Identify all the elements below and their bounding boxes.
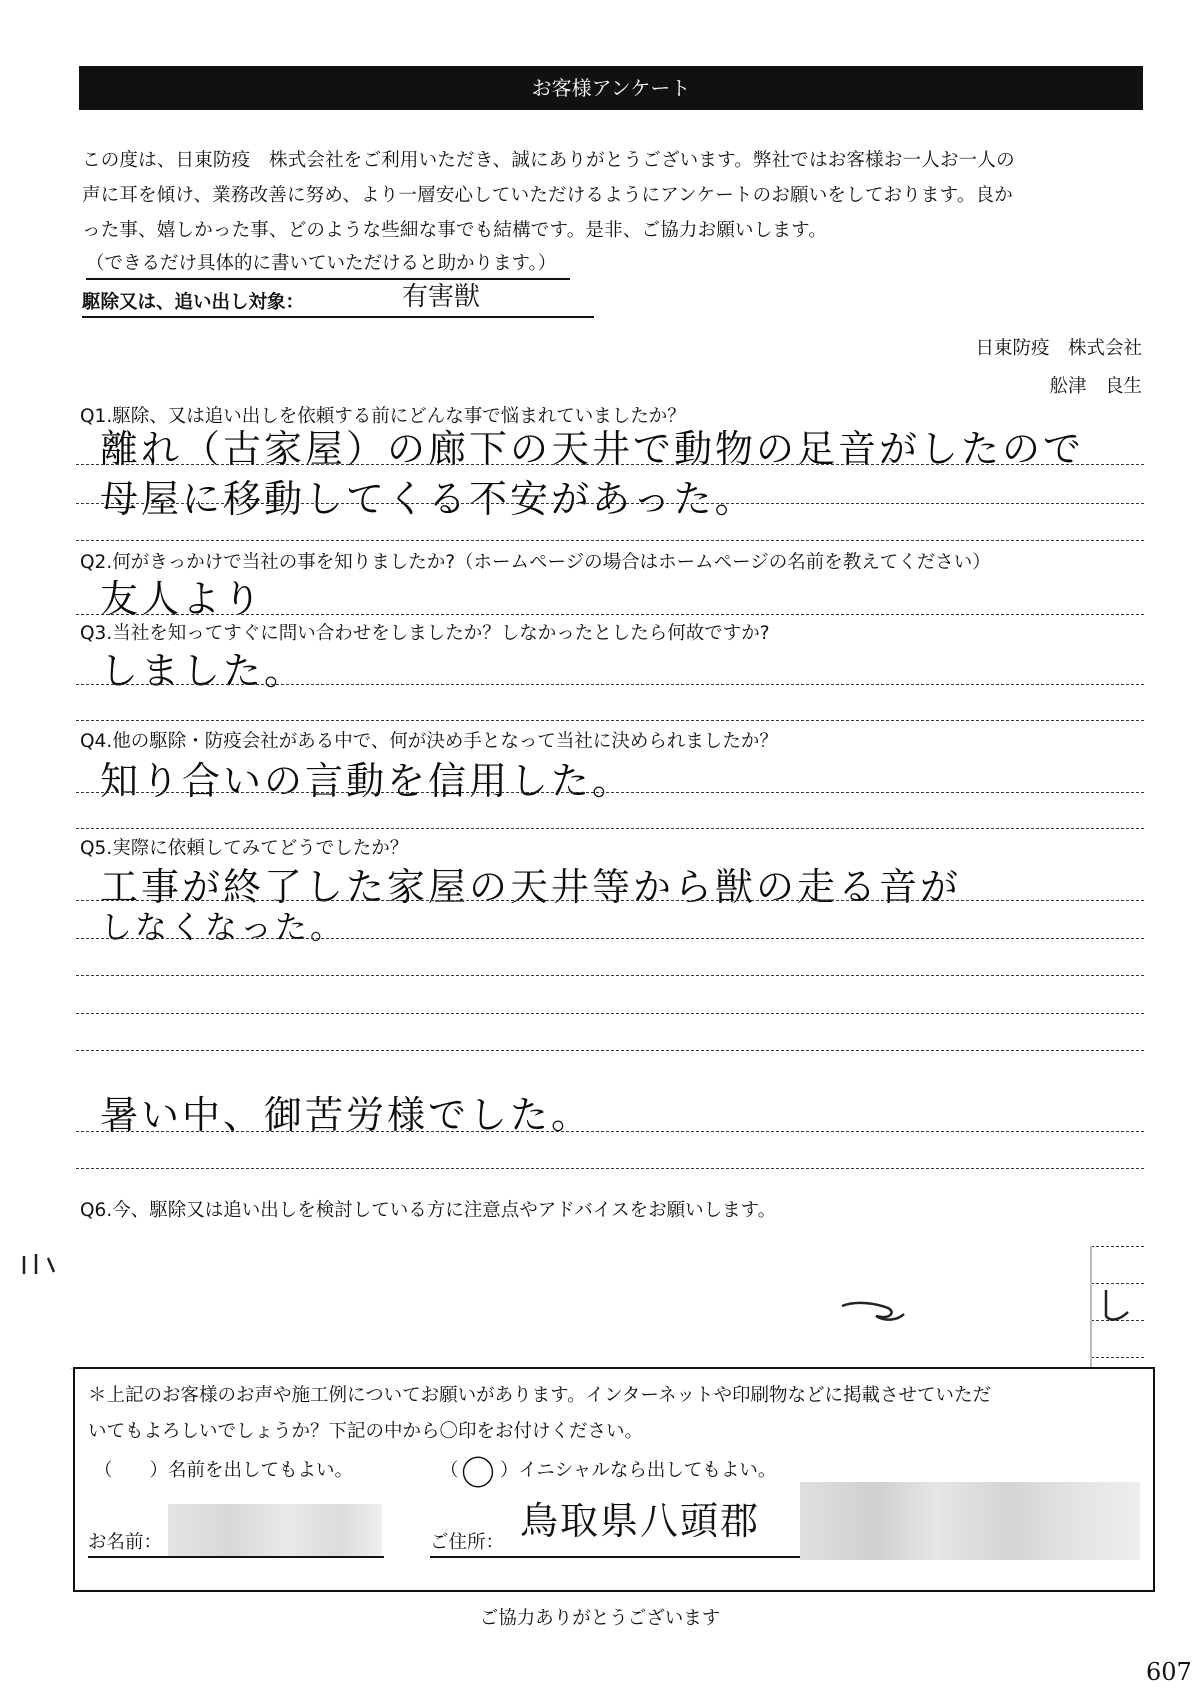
question-2: Q2.何がきっかけで当社の事を知りましたか?（ホームページの場合はホームページの名前を教えてください） bbox=[80, 552, 991, 573]
answer-1-line-2: 母屋に移動してくる不安があった。 bbox=[100, 477, 756, 521]
answer-rule bbox=[76, 464, 1144, 465]
intro-line: 声に耳を傾け、業務改善に努め、より一層安心していただけるようにアンケートのお願いをしております。良か bbox=[82, 185, 1013, 206]
answer-rule bbox=[76, 503, 1144, 504]
answer-rule bbox=[76, 975, 1144, 976]
intro-note: （できるだけ具体的に書いていただけると助かります。） bbox=[86, 250, 570, 280]
answer-rule bbox=[76, 900, 1144, 901]
address-underline bbox=[430, 1556, 800, 1558]
answer-4-line-1: 知り合いの言動を信用した。 bbox=[100, 759, 634, 803]
address-redaction bbox=[800, 1482, 1140, 1560]
stray-mark bbox=[14, 1248, 74, 1278]
answer-1-line-1: 離れ（古家屋）の廊下の天井で動物の足音がしたので bbox=[100, 427, 1085, 471]
intro-paragraph bbox=[82, 143, 1152, 248]
address-value: 鳥取県八頭郡 bbox=[520, 1499, 761, 1543]
question-1: Q1.駆除、又は追い出しを依頼する前にどんな事で悩まれていましたか？ bbox=[80, 406, 686, 427]
target-value: 有害獣 bbox=[402, 282, 481, 312]
answer-rule bbox=[76, 792, 1144, 793]
intro-line: この度は、日東防疫 株式会社をご利用いただき、誠にありがとうございます。弊社ではお客様お一人お一人の bbox=[82, 150, 1015, 171]
answer-rule bbox=[76, 1050, 1144, 1051]
option-name[interactable]: （ ）名前を出してもよい。 bbox=[94, 1460, 354, 1481]
answer-5-line-3: 暑い中、御苦労様でした。 bbox=[100, 1093, 593, 1137]
answer-rule bbox=[76, 720, 1144, 721]
company-name: 日東防疫 株式会社 bbox=[975, 338, 1142, 359]
answer-rule bbox=[76, 614, 1144, 615]
address-label: ご住所： bbox=[430, 1532, 505, 1553]
consent-line: ＊上記のお客様のお声や施工例についてお願いがあります。インターネットや印刷物などに掲載させていただ bbox=[88, 1385, 991, 1406]
question-3: Q3.当社を知ってすぐに問い合わせをしましたか？しなかったとしたら何故ですか? bbox=[80, 623, 770, 644]
page-number: 607 bbox=[1146, 1658, 1192, 1686]
option-initial-open-paren: （ bbox=[440, 1460, 459, 1481]
target-underline bbox=[82, 316, 594, 318]
thanks-text: ご協力ありがとうございます bbox=[479, 1608, 721, 1629]
name-redaction bbox=[168, 1504, 382, 1556]
answer-rule bbox=[76, 1131, 1144, 1132]
name-label: お名前： bbox=[88, 1532, 163, 1553]
redaction-patch bbox=[70, 1246, 1092, 1369]
answer-5-line-2: しなくなった。 bbox=[100, 908, 346, 946]
intro-line: った事、嬉しかった事、どのような些細な事でも結構です。是非、ご協力お願いします。 bbox=[82, 220, 828, 241]
company-person: 舩津 良生 bbox=[1049, 376, 1142, 397]
answer-3-line-1: しました。 bbox=[100, 649, 306, 693]
answer-5-line-1: 工事が終了した家屋の天井等から獣の走る音が bbox=[100, 865, 962, 909]
option-initial-circle-mark[interactable]: 〇 bbox=[461, 1454, 495, 1494]
name-underline bbox=[88, 1556, 384, 1558]
question-5: Q5.実際に依頼してみてどうでしたか？ bbox=[80, 838, 409, 859]
stray-mark bbox=[1098, 1286, 1138, 1326]
option-initial[interactable]: ）イニシャルなら出してもよい。 bbox=[500, 1460, 777, 1481]
answer-2-line-1: 友人より bbox=[100, 577, 265, 621]
answer-rule bbox=[76, 684, 1144, 685]
stray-mark bbox=[838, 1296, 908, 1326]
survey-title: お客様アンケート bbox=[79, 66, 1143, 110]
answer-rule bbox=[76, 1013, 1144, 1014]
answer-rule bbox=[76, 1168, 1144, 1169]
consent-text bbox=[88, 1378, 1148, 1450]
consent-line: いてもよろしいでしょうか？下記の中から〇印をお付けください。 bbox=[88, 1421, 644, 1442]
question-4: Q4.他の駆除・防疫会社がある中で、何が決め手となって当社に決められましたか？ bbox=[80, 731, 778, 752]
answer-rule bbox=[76, 540, 1144, 541]
answer-rule bbox=[76, 938, 1144, 939]
question-6: Q6.今、駆除又は追い出しを検討している方に注意点やアドバイスをお願いします。 bbox=[80, 1200, 777, 1221]
company-block bbox=[975, 330, 1142, 406]
target-label: 駆除又は、追い出し対象： bbox=[82, 292, 305, 313]
answer-rule bbox=[76, 828, 1144, 829]
